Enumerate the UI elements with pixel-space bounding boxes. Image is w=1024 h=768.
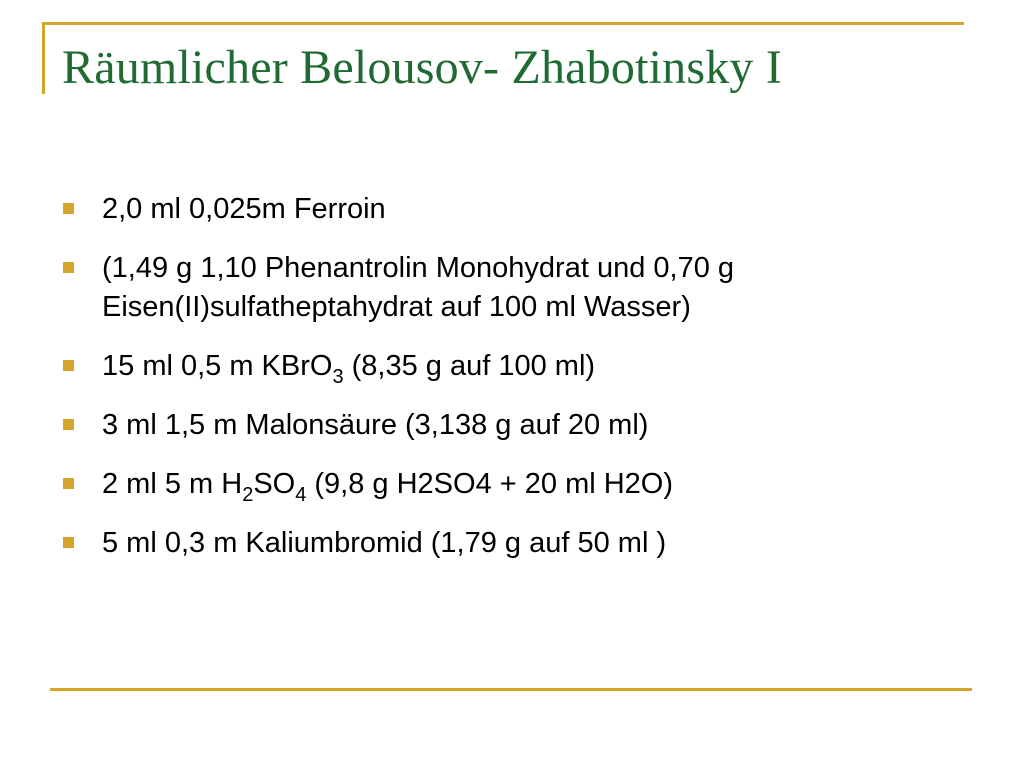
square-bullet-icon [63,478,74,489]
bullet-item-kbro3 [0,347,922,386]
formula-subscript: 3 [332,366,344,388]
bullet-list [0,190,922,583]
square-bullet-icon [63,262,74,273]
slide-title: Räumlicher Belousov- Zhabotinsky I [62,41,783,94]
square-bullet-icon [63,203,74,214]
square-bullet-icon [63,537,74,548]
formula-part: 2 ml 5 m H [102,468,243,500]
left-frame-line [42,22,45,94]
bullet-item-h2so4 [0,465,922,504]
formula-subscript: 2 [242,484,254,506]
bullet-text: 2,0 ml 0,025m Ferroin [102,193,386,225]
bullet-text: 5 ml 0,3 m Kaliumbromid (1,79 g auf 50 ml ) [102,527,667,559]
bullet-item-kaliumbromid [0,524,922,563]
bottom-frame-line [50,688,972,691]
bullet-text: (1,49 g 1,10 Phenantrolin Monohydrat und 0,70 g Eisen(II)sulfatheptahydrat auf 100 ml Wasser) [102,252,735,323]
bullet-item-ferroin [0,190,922,229]
bullet-text [102,468,674,506]
formula-subscript: 4 [295,484,307,506]
bullet-text: 3 ml 1,5 m Malonsäure (3,138 g auf 20 ml) [102,409,649,441]
bullet-text [102,350,596,388]
square-bullet-icon [63,419,74,430]
formula-part: (8,35 g auf 100 ml) [343,350,596,382]
bullet-item-malonsaeure [0,406,922,445]
formula-part: SO [253,468,296,500]
square-bullet-icon [63,360,74,371]
formula-part: 15 ml 0,5 m KBrO [102,350,333,382]
formula-part: (9,8 g H2SO4 + 20 ml H2O) [306,468,674,500]
bullet-item-phenantrolin [0,249,922,327]
top-frame-line [42,22,964,25]
